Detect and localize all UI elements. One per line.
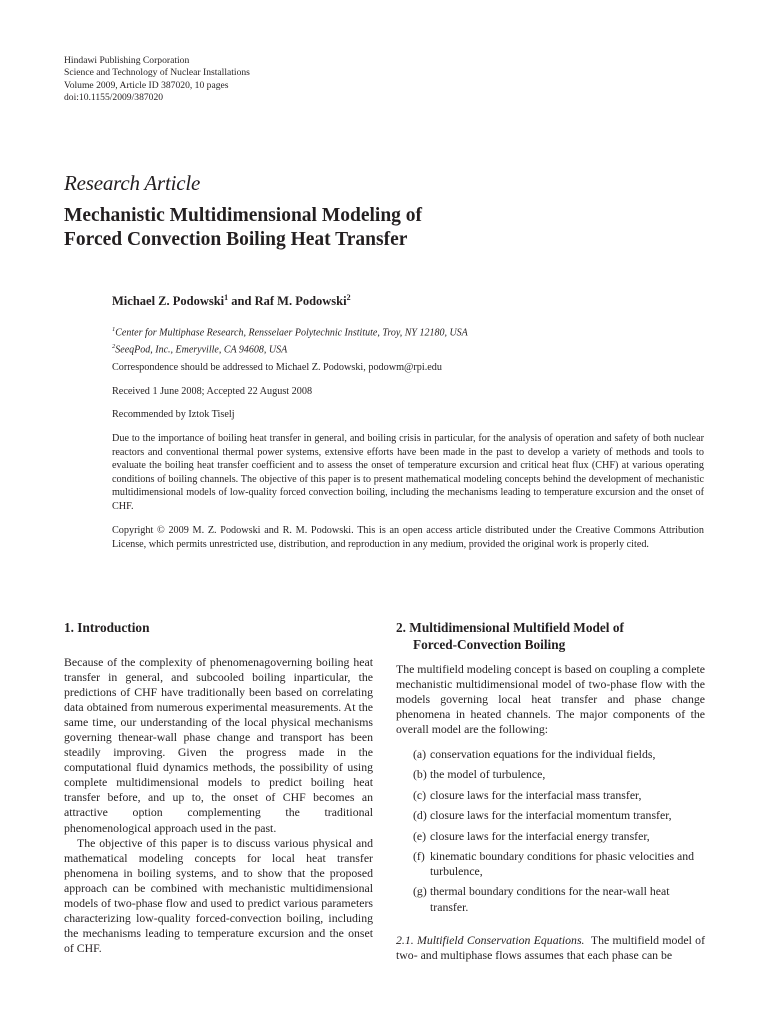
section-heading-line-2: Forced-Convection Boiling <box>413 637 566 652</box>
list-item-label: (c) <box>413 787 427 802</box>
publisher: Hindawi Publishing Corporation <box>64 55 190 66</box>
paragraph: The objective of this paper is to discuss various physical and mathematical modeling concepts for local heat transfer phenomena in boiling systems, and to show that the proposed approach can be combined with mechanistic multidimensional models of two-phase flow and used to predict various parameters characterizing low-quality forced-convection boiling, including the mechanisms leading to temperature excursion and the onset of CHF. <box>64 835 373 955</box>
list-item-text: thermal boundary conditions for the near-wall heat transfer. <box>430 884 670 914</box>
paragraph: The multifield modeling concept is based on coupling a complete mechanistic multidimensional model of two-phase flow with the models governing local heat transfer and phase change phenomena in heated channels. The major components of the overall model are the following: <box>396 662 705 737</box>
article-type: Research Article <box>64 171 201 195</box>
list-item-text: closure laws for the interfacial energy transfer, <box>430 828 650 843</box>
journal-name: Science and Technology of Nuclear Installations <box>64 67 250 79</box>
list-item-label: (e) <box>413 828 427 843</box>
author-list <box>112 293 351 309</box>
list-item-label: (b) <box>413 767 427 782</box>
list-item <box>396 767 706 782</box>
author-name: Raf M. Podowski <box>254 294 347 309</box>
subsection-text: The multifield model of two- and multiphase flows assumes that each phase can be <box>396 933 705 963</box>
received-dates: Received 1 June 2008; Accepted 22 August 2008 <box>112 386 313 397</box>
correspondence-text: Correspondence should be addressed to Michael Z. Podowski, <box>112 362 369 373</box>
list-item <box>396 788 706 803</box>
affiliation-mark: 1 <box>112 326 116 333</box>
list-item-label: (a) <box>413 747 427 761</box>
list-item <box>396 884 706 914</box>
affiliations <box>112 323 468 356</box>
section-heading: 1. Introduction <box>64 620 150 635</box>
list-item-label: (d) <box>413 808 427 823</box>
list-item <box>396 808 706 823</box>
author-separator: and <box>228 294 255 309</box>
doi: doi:10.1155/2009/387020 <box>64 91 164 103</box>
correspondence-email[interactable]: podowm@rpi.edu <box>368 362 442 373</box>
section-heading-line-1: 2. Multidimensional Multifield Model of <box>396 620 624 635</box>
list-item-text: kinematic boundary conditions for phasic velocities and turbulence, <box>430 848 695 879</box>
author-affiliation-mark: 2 <box>346 293 351 302</box>
list-item-text: closure laws for the interfacial mass transfer, <box>430 787 642 802</box>
copyright-notice: Copyright © 2009 M. Z. Podowski and R. M. Podowski. This is an open access article distributed under the Creative Commons Attribution License, which permits unrestricted use, distribution, and reproduction in any medium, provided the original work is properly cited. <box>112 525 704 550</box>
list-item-label: (f) <box>413 848 425 863</box>
list-item-text: the model of turbulence, <box>430 767 546 782</box>
model-components-list <box>396 747 706 920</box>
list-item-label: (g) <box>413 884 427 899</box>
list-item <box>396 849 706 879</box>
abstract: Due to the importance of boiling heat transfer in general, and boiling crisis in particular, for the analysis of operation and safety of both nuclear reactors and conventional thermal power systems, extensive efforts have been made in the past to develop a variety of methods and tools to evaluate the boiling heat transfer coefficient and to assess the onset of temperature excursion and critical heat flux (CHF) at various operating conditions of boiling channels. The objective of this paper is to present mathematical modeling concepts behind the development of mechanistic multidimensional models of low-quality forced convection boiling, including the mechanisms leading to temperature excursion and the onset of CHF. <box>112 433 704 512</box>
title-line-1: Mechanistic Multidimensional Modeling of <box>64 205 423 226</box>
section-heading <box>396 619 624 653</box>
paragraph <box>396 933 705 963</box>
intro-body <box>64 655 373 956</box>
title-line-2: Forced Convection Boiling Heat Transfer <box>64 229 408 250</box>
subsection-title: 2.1. Multifield Conservation Equations. <box>396 933 585 947</box>
paragraph: Because of the complexity of phenomenagoverning boiling heat transfer in general, and subcooled boiling inparticular, the predictions of CHF have traditionally been based on correlating data obtained from numerous experimental measurements. At the same time, our understanding of the local physical mechanisms governing thenear-wall phase change and transport has been steadily improving. Given the progress made in the computational fluid dynamics methods, the possibility of using complete multidimensional models to predict boiling heat transfer before, and up to, the onset of CHF becomes an attractive option complementing the traditional phenomenological approach used in the past. <box>64 655 373 835</box>
author-name: Michael Z. Podowski <box>112 294 225 309</box>
affiliation-text: SeeqPod, Inc., Emeryville, CA 94608, USA <box>115 344 288 356</box>
list-item-text: closure laws for the interfacial momentum transfer, <box>430 808 672 823</box>
author-affiliation-mark: 1 <box>224 293 229 302</box>
affiliation-text: Center for Multiphase Research, Rensselaer Polytechnic Institute, Troy, NY 12180, USA <box>115 327 468 339</box>
affiliation-mark: 2 <box>112 342 116 350</box>
volume-info: Volume 2009, Article ID 387020, 10 pages <box>64 79 229 91</box>
journal-header <box>64 55 250 104</box>
affiliation-1 <box>112 323 468 340</box>
subsection-2-1 <box>396 933 705 963</box>
correspondence <box>112 361 704 375</box>
paper-title <box>64 204 724 252</box>
recommended-by: Recommended by Iztok Tiselj <box>112 409 235 420</box>
list-item-text: conservation equations for the individual fields, <box>430 747 656 761</box>
section2-intro <box>396 662 705 737</box>
list-item <box>396 747 706 762</box>
affiliation-2 <box>112 340 468 357</box>
list-item <box>396 829 706 844</box>
